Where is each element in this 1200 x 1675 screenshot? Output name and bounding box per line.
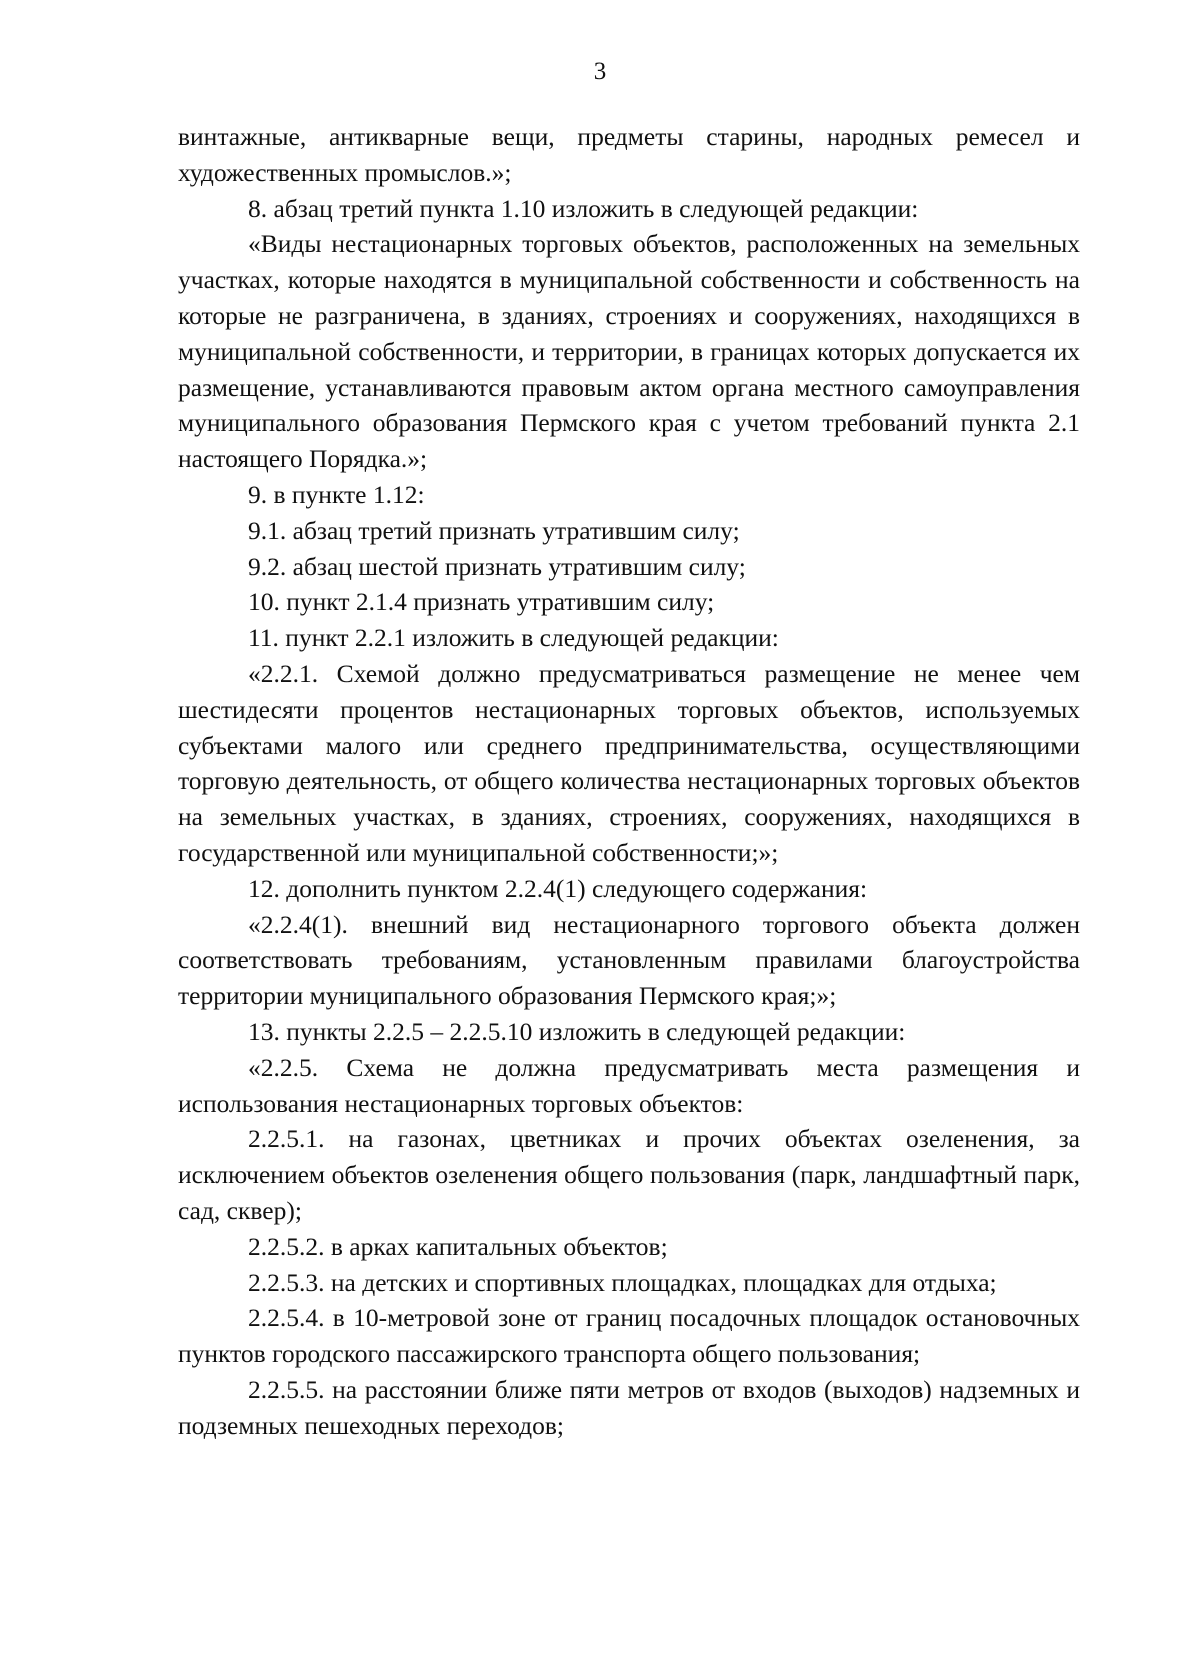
paragraph: 9.2. абзац шестой признать утратившим силу;	[248, 551, 746, 581]
paragraph: 8. абзац третий пункта 1.10 изложить в следующей редакции:	[248, 193, 919, 223]
paragraph: 2.2.5.1. на газонах, цветниках и прочих объектах озеленения, за исключением объектов озеленения общего пользования (парк, ландшафтный парк, сад, сквер);	[178, 1124, 1080, 1225]
paragraph: 2.2.5.4. в 10-метровой зоне от границ посадочных площадок остановочных пунктов городского пассажирского транспорта общего пользования;	[178, 1303, 1080, 1369]
paragraph: 11. пункт 2.2.1 изложить в следующей редакции:	[248, 623, 779, 653]
page-number: 3	[593, 58, 607, 85]
paragraph: 2.2.5.2. в арках капитальных объектов;	[248, 1231, 668, 1261]
paragraph: 9.1. абзац третий признать утратившим силу;	[248, 515, 740, 545]
document-body	[178, 119, 1080, 1443]
paragraph: «Виды нестационарных торговых объектов, расположенных на земельных участках, которые находятся в муниципальной собственности и собственность на которые не разграничена, в зданиях, строениях и сооружениях, находящихся в муниципальной собственности, и территории, в границах которых допускается их размещение, устанавливаются правовым актом органа местного самоуправления муниципального образования Пермского края с учетом требований пункта 2.1 настоящего Порядка.»;	[178, 229, 1080, 474]
paragraph: «2.2.1. Схемой должно предусматриваться размещение не менее чем шестидесяти процентов нестационарных торговых объектов, используемых субъектами малого или среднего предпринимательства, осуществляющими торговую деятельность, от общего количества нестационарных торговых объектов на земельных участках, в зданиях, строениях, сооружениях, находящихся в государственной или муниципальной собственности;»;	[178, 658, 1080, 867]
paragraph: 2.2.5.5. на расстоянии ближе пяти метров от входов (выходов) надземных и подземных пешеходных переходов;	[178, 1374, 1080, 1440]
paragraph: 13. пункты 2.2.5 – 2.2.5.10 изложить в следующей редакции:	[248, 1016, 906, 1046]
paragraph: 12. дополнить пунктом 2.2.4(1) следующего содержания:	[248, 873, 868, 903]
paragraph: «2.2.5. Схема не должна предусматривать места размещения и использования нестационарных торговых объектов:	[178, 1052, 1080, 1118]
paragraph: 2.2.5.3. на детских и спортивных площадках, площадках для отдыха;	[248, 1267, 997, 1297]
paragraph: «2.2.4(1). внешний вид нестационарного торгового объекта должен соответствовать требованиям, установленным правилами благоустройства территории муниципального образования Пермского края;»;	[178, 909, 1080, 1011]
paragraph: 10. пункт 2.1.4 признать утратившим силу;	[248, 587, 715, 617]
paragraph: 9. в пункте 1.12:	[248, 479, 425, 509]
paragraph: винтажные, антикварные вещи, предметы старины, народных ремесел и художественных промыслов.»;	[178, 122, 1080, 187]
